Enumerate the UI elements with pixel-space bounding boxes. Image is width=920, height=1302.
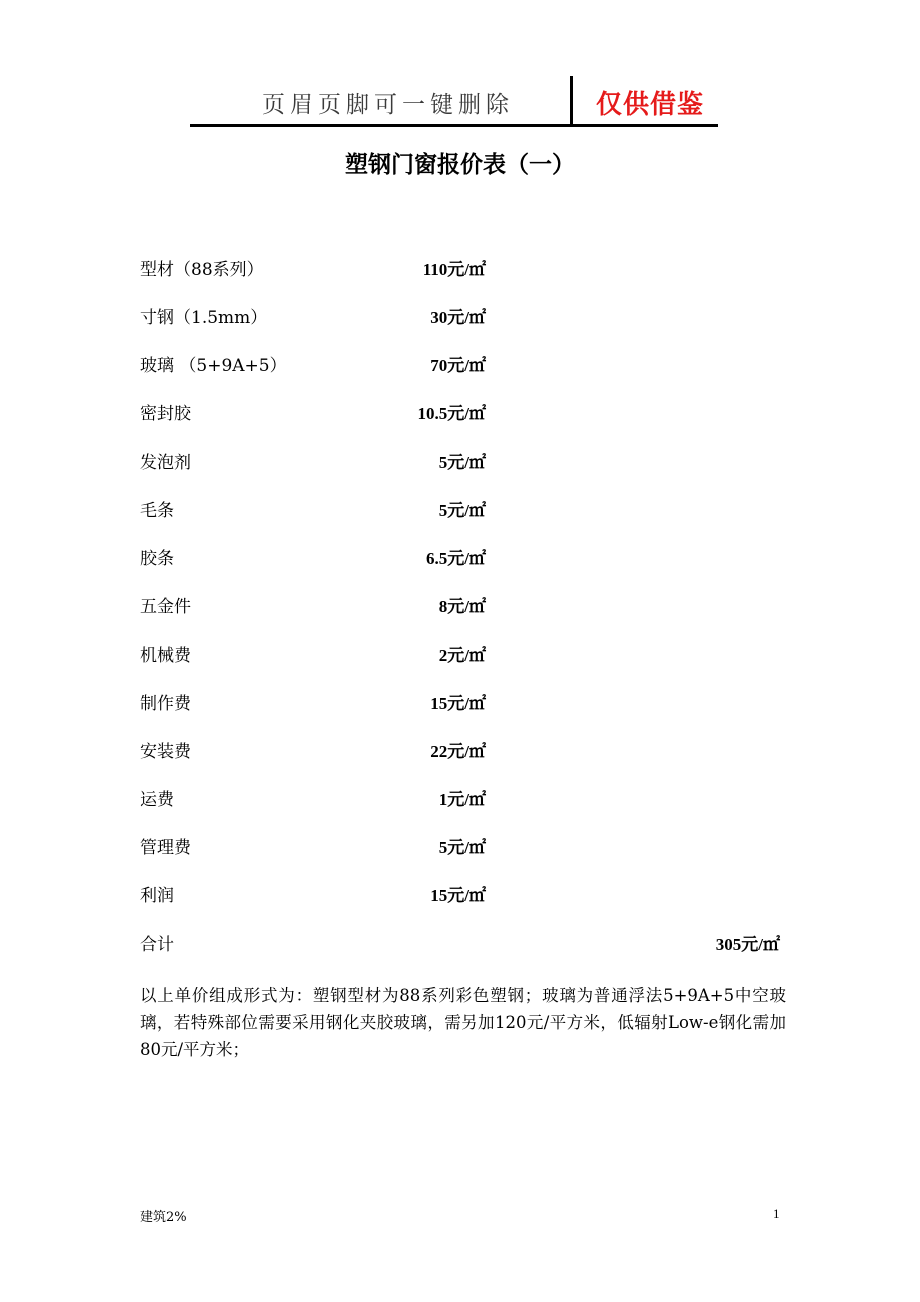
header-right-text: 仅供借鉴 [596, 90, 705, 120]
item-price: 22元/㎡ [430, 742, 486, 761]
price-row [0, 785, 920, 815]
price-row [0, 592, 920, 622]
item-price: 15元/㎡ [430, 886, 486, 905]
header-left-text: 页眉页脚可一键删除 [262, 92, 514, 118]
price-row [0, 737, 920, 767]
item-price: 2元/㎡ [438, 646, 486, 665]
item-price: 6.5元/㎡ [426, 549, 486, 568]
document-title: 塑钢门窗报价表（一） [345, 151, 575, 178]
footer-left-text: 建筑2% [140, 1210, 187, 1225]
price-row [0, 689, 920, 719]
item-price: 30元/㎡ [430, 308, 486, 327]
item-price: 10.5元/㎡ [417, 404, 486, 423]
item-name: 管理费 [140, 838, 191, 858]
price-row [0, 303, 920, 333]
price-row [0, 399, 920, 429]
item-name: 五金件 [140, 597, 191, 617]
item-name: 寸钢（1.5mm） [140, 308, 268, 328]
item-name: 发泡剂 [140, 453, 191, 473]
item-price: 1元/㎡ [438, 790, 486, 809]
price-row [0, 881, 920, 911]
price-row [0, 496, 920, 526]
price-row [0, 255, 920, 285]
page-number: 1 [773, 1206, 780, 1221]
item-price: 8元/㎡ [438, 597, 486, 616]
item-name: 制作费 [140, 694, 191, 714]
price-row [0, 641, 920, 671]
item-price: 5元/㎡ [438, 838, 486, 857]
price-row [0, 544, 920, 574]
item-name: 机械费 [140, 646, 191, 666]
item-name: 胶条 [140, 549, 174, 569]
total-label: 合计 [140, 935, 174, 955]
item-price: 5元/㎡ [438, 501, 486, 520]
price-row [0, 351, 920, 381]
price-row [0, 833, 920, 863]
price-row [0, 448, 920, 478]
pricing-note: 以上单价组成形式为：塑钢型材为88系列彩色塑钢；玻璃为普通浮法5+9A+5中空玻璃，若特殊部位需要采用钢化夹胶玻璃，需另加120元/平方米，低辐射Low-e钢化需加80元/平方米； [140, 986, 786, 1059]
item-name: 安装费 [140, 742, 191, 762]
item-price: 5元/㎡ [438, 453, 486, 472]
item-price: 70元/㎡ [430, 356, 486, 375]
item-name: 型材（88系列） [140, 260, 264, 280]
total-row [0, 930, 920, 960]
header-divider [570, 76, 573, 124]
item-price: 15元/㎡ [430, 694, 486, 713]
header-rule [190, 124, 718, 127]
total-price: 305元/㎡ [715, 935, 780, 954]
item-name: 密封胶 [140, 404, 191, 424]
item-price: 110元/㎡ [422, 260, 486, 279]
item-name: 玻璃 （5+9A+5） [140, 356, 287, 376]
item-name: 运费 [140, 790, 174, 810]
item-name: 毛条 [140, 501, 174, 521]
item-name: 利润 [140, 886, 174, 906]
